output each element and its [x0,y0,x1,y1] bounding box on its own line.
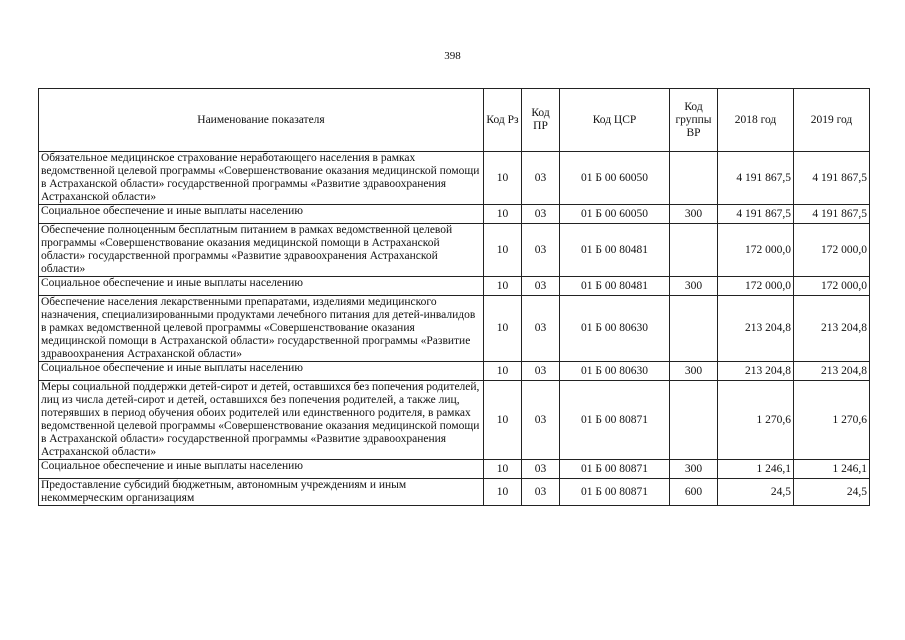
row-2018: 24,5 [718,479,794,506]
row-2018: 1 270,6 [718,381,794,460]
row-name: Социальное обеспечение и иные выплаты населению [39,277,484,296]
row-csr: 01 Б 00 60050 [560,205,670,224]
row-rz: 10 [484,277,522,296]
row-name: Обязательное медицинское страхование неработающего населения в рамках ведомственной целевой программы «Совершенствование оказания медицинской помощи в Астраханской области» государственной программы «Развитие здравоохранения Астраханской области» [39,152,484,205]
row-vr: 300 [670,277,718,296]
row-2019: 1 270,6 [794,381,870,460]
row-pr: 03 [522,224,560,277]
row-vr [670,152,718,205]
row-2019: 1 246,1 [794,460,870,479]
row-vr: 600 [670,479,718,506]
row-csr: 01 Б 00 80630 [560,362,670,381]
row-rz: 10 [484,205,522,224]
row-2018: 172 000,0 [718,277,794,296]
header-name: Наименование показателя [39,89,484,152]
row-2019: 172 000,0 [794,224,870,277]
row-name: Социальное обеспечение и иные выплаты населению [39,362,484,381]
row-name: Предоставление субсидий бюджетным, автономным учреждениям и иным некоммерческим организациям [39,479,484,506]
table-row [39,381,870,460]
table-row [39,296,870,362]
row-2019: 213 204,8 [794,296,870,362]
row-pr: 03 [522,152,560,205]
row-2018: 1 246,1 [718,460,794,479]
row-name: Обеспечение полноценным бесплатным питанием в рамках ведомственной целевой программы «Совершенствование оказания медицинской помощи в Астраханской области» государственной программы «Развитие здравоохранения Астраханской области» [39,224,484,277]
row-name: Социальное обеспечение и иные выплаты населению [39,205,484,224]
row-vr [670,224,718,277]
row-rz: 10 [484,224,522,277]
header-csr: Код ЦСР [560,89,670,152]
row-csr: 01 Б 00 80871 [560,460,670,479]
table-row [39,362,870,381]
row-2018: 213 204,8 [718,362,794,381]
row-rz: 10 [484,152,522,205]
row-2018: 4 191 867,5 [718,205,794,224]
table-row [39,205,870,224]
row-csr: 01 Б 00 80481 [560,277,670,296]
header-row [39,89,870,152]
budget-table [38,88,870,506]
row-name: Обеспечение населения лекарственными препаратами, изделиями медицинского назначения, специализированными продуктами лечебного питания для детей-инвалидов в рамках ведомственной целевой программы «Совершенствование оказания медицинской помощи в Астраханской области» государственной программы «Развитие здравоохранения Астраханской области» [39,296,484,362]
header-vr: Код группы ВР [670,89,718,152]
row-rz: 10 [484,479,522,506]
row-name: Социальное обеспечение и иные выплаты населению [39,460,484,479]
table-row [39,277,870,296]
row-pr: 03 [522,479,560,506]
row-2018: 172 000,0 [718,224,794,277]
row-2019: 24,5 [794,479,870,506]
row-csr: 01 Б 00 80871 [560,381,670,460]
row-csr: 01 Б 00 80481 [560,224,670,277]
page-number: 398 [444,50,461,62]
row-vr [670,381,718,460]
row-csr: 01 Б 00 80871 [560,479,670,506]
row-vr: 300 [670,362,718,381]
table-row [39,224,870,277]
header-2019: 2019 год [794,89,870,152]
row-rz: 10 [484,381,522,460]
row-pr: 03 [522,277,560,296]
row-vr [670,296,718,362]
row-2018: 213 204,8 [718,296,794,362]
row-vr: 300 [670,460,718,479]
row-name: Меры социальной поддержки детей-сирот и детей, оставшихся без попечения родителей, лиц из числа детей-сирот и детей, оставшихся без попечения родителей, а также лиц, потерявших в период обучения обоих родителей или единственного родителя, в рамках ведомственной целевой программы «Совершенствование оказания медицинской помощи в Астраханской области» государственной программы «Развитие здравоохранения Астраханской области» [39,381,484,460]
header-2018: 2018 год [718,89,794,152]
table-row [39,479,870,506]
row-rz: 10 [484,362,522,381]
table-row [39,460,870,479]
row-2018: 4 191 867,5 [718,152,794,205]
header-pr: Код ПР [522,89,560,152]
row-csr: 01 Б 00 80630 [560,296,670,362]
row-2019: 4 191 867,5 [794,205,870,224]
row-2019: 4 191 867,5 [794,152,870,205]
table-row [39,152,870,205]
header-rz: Код Рз [484,89,522,152]
row-csr: 01 Б 00 60050 [560,152,670,205]
row-rz: 10 [484,460,522,479]
row-pr: 03 [522,362,560,381]
row-2019: 172 000,0 [794,277,870,296]
row-pr: 03 [522,381,560,460]
row-rz: 10 [484,296,522,362]
row-pr: 03 [522,205,560,224]
row-pr: 03 [522,460,560,479]
row-vr: 300 [670,205,718,224]
row-2019: 213 204,8 [794,362,870,381]
row-pr: 03 [522,296,560,362]
